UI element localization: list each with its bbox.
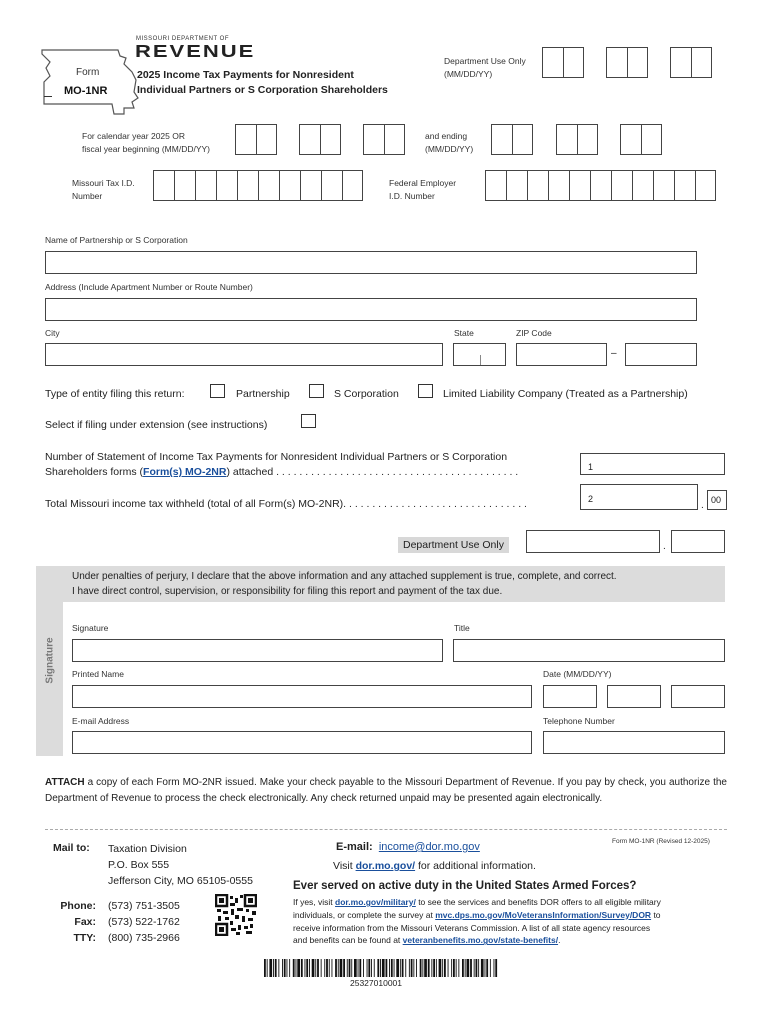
barcode-bar [267, 959, 268, 977]
barcode-bar [405, 959, 406, 977]
barcode-bar [465, 959, 466, 977]
form-title-line2: Individual Partners or S Corporation Shareholders [137, 84, 388, 96]
extension-checkbox[interactable] [301, 414, 316, 428]
email-link[interactable]: income@dor.mo.gov [378, 841, 480, 853]
barcode-bar [354, 959, 357, 977]
barcode-bar [371, 959, 372, 977]
begin-date-mm[interactable] [235, 124, 277, 155]
barcode-bar [474, 959, 475, 977]
barcode-bar [467, 959, 470, 977]
digit-cell[interactable] [491, 124, 512, 155]
barcode-bar [391, 959, 393, 977]
dept-use-only-badge: Department Use Only [398, 537, 509, 553]
digit-cell[interactable] [527, 170, 548, 201]
barcode-bar [293, 959, 295, 977]
barcode-bar [349, 959, 351, 977]
signature-field[interactable] [72, 639, 443, 662]
barcode-number: 25327010001 [350, 978, 403, 988]
scorp-checkbox[interactable] [309, 384, 324, 398]
digit-cell[interactable] [237, 170, 258, 201]
digit-cell [606, 47, 627, 78]
line2-number: 2 [588, 494, 594, 504]
barcode-bar [278, 959, 279, 977]
barcode-bar [275, 959, 277, 977]
printed-name-field[interactable] [72, 685, 532, 708]
veteran-benefits-link[interactable]: veteranbenefits.mo.gov/state-benefits/ [402, 935, 559, 946]
partnership-label: Partnership [236, 388, 290, 400]
address-label: Address (Include Apartment Number or Route Number) [45, 282, 253, 292]
barcode-bar [400, 959, 401, 977]
dept-use-date-boxes [542, 47, 584, 78]
form-number: MO-1NR [64, 85, 108, 97]
digit-cell[interactable] [590, 170, 611, 201]
barcode-bar [486, 959, 488, 977]
digit-cell[interactable] [299, 124, 320, 155]
digit-cell[interactable] [569, 170, 590, 201]
begin-date-dd[interactable] [299, 124, 341, 155]
signature-label: Signature [72, 623, 109, 633]
barcode-bar [485, 959, 486, 977]
mo-tax-id-label: Missouri Tax I.D. Number [72, 178, 135, 201]
barcode-bar [411, 959, 413, 977]
barcode-bar [305, 959, 306, 977]
barcode-bar [368, 959, 370, 977]
digit-cell[interactable] [485, 170, 506, 201]
barcode-bar [282, 959, 283, 977]
barcode-bar [458, 959, 459, 977]
date-dd-field[interactable] [607, 685, 661, 708]
barcode-bar [436, 959, 437, 977]
barcode-bar [413, 959, 414, 977]
digit-cell[interactable] [342, 170, 363, 201]
digit-cell[interactable] [512, 124, 533, 155]
digit-cell[interactable] [556, 124, 577, 155]
barcode-bar [312, 959, 315, 977]
barcode-bar [394, 959, 395, 977]
barcode-bar [433, 959, 435, 977]
digit-cell[interactable] [153, 170, 174, 201]
email-field[interactable] [72, 731, 532, 754]
fein-label: Federal Employer I.D. Number [389, 178, 457, 201]
end-date-yy[interactable] [620, 124, 662, 155]
barcode-bar [315, 959, 316, 977]
barcode-bar [420, 959, 422, 977]
state-divider [480, 355, 481, 365]
phone-label: Telephone Number [543, 716, 615, 726]
barcode-bar [439, 959, 442, 977]
agency-small-text: MISSOURI DEPARTMENT OF [136, 36, 230, 42]
city-label: City [45, 328, 60, 338]
military-paragraph: If yes, visit dor.mo.gov/military/ to see the services and benefits DOR offers to all eligible military individuals, or complete the survey at mvc.dps.mo.gov/MoVeteransInformation/Survey/DOR to receive information from the Missouri Veterans Commission. A list of all state agency resources and benefits can be found at veteranbenefits.mo.gov/state-benefits/. [293, 897, 661, 946]
digit-cell[interactable] [321, 170, 342, 201]
barcode-bar [442, 959, 443, 977]
dept-use-label: Department Use Only (MM/DD/YY) [444, 56, 526, 79]
barcode-bar [424, 959, 427, 977]
barcode-bar [490, 959, 491, 977]
period-begin-label: For calendar year 2025 OR fiscal year beginning (MM/DD/YY) [82, 131, 211, 154]
barcode-bar [324, 959, 325, 977]
visit-line: Visit dor.mo.gov/ for additional information. [333, 860, 536, 872]
line1-text-b: Shareholders forms (Form(s) MO-2NR) attached . . . . . . . . . . . . . . . . . . . . . . . . . . . . . . . . . . . . . . . . . . [45, 466, 519, 478]
barcode-bar [374, 959, 375, 977]
fein-boxes[interactable] [485, 170, 716, 201]
barcode-bar [416, 959, 417, 977]
partnership-checkbox[interactable] [210, 384, 225, 398]
footer-rule [45, 829, 727, 830]
digit-cell[interactable] [611, 170, 632, 201]
barcode-bar [495, 959, 497, 977]
title-label: Title [454, 623, 470, 633]
barcode-bar [309, 959, 310, 977]
digit-cell[interactable] [548, 170, 569, 201]
barcode-bar [448, 959, 449, 977]
line2-field[interactable] [580, 484, 698, 510]
barcode-bar [296, 959, 297, 977]
barcode-bar [273, 959, 274, 977]
email-label: E-mail Address [72, 716, 130, 726]
barcode-bar [476, 959, 478, 977]
zip-label: ZIP Code [516, 328, 552, 338]
scorp-label: S Corporation [334, 388, 399, 400]
barcode-bar [317, 959, 319, 977]
address-field[interactable] [45, 298, 697, 321]
barcode-bar [422, 959, 423, 977]
barcode-bar [382, 959, 385, 977]
barcode-bar [329, 959, 330, 977]
digit-cell[interactable] [506, 170, 527, 201]
barcode-bar [444, 959, 446, 977]
zip-field[interactable] [516, 343, 607, 366]
form-title-line1: 2025 Income Tax Payments for Nonresident [137, 69, 354, 81]
barcode-bar [306, 959, 308, 977]
barcode-bar [453, 959, 455, 977]
llc-checkbox[interactable] [418, 384, 433, 398]
digit-cell[interactable] [674, 170, 695, 201]
date-yy-field[interactable] [671, 685, 725, 708]
line2-cents-dot: . [701, 500, 704, 511]
state-label: State [454, 328, 474, 338]
barcode-bar [359, 959, 361, 977]
barcode-bar [338, 959, 339, 977]
barcode-bar [386, 959, 388, 977]
digit-cell[interactable] [256, 124, 277, 155]
digit-cell[interactable] [216, 170, 237, 201]
begin-date-yy[interactable] [363, 124, 405, 155]
barcode-bar [478, 959, 479, 977]
digit-cell [542, 47, 563, 78]
form-word: Form [76, 67, 100, 78]
qr-code [215, 894, 257, 936]
end-date-dd[interactable] [556, 124, 598, 155]
barcode-bar [428, 959, 430, 977]
digit-cell[interactable] [384, 124, 405, 155]
barcode-bar [351, 959, 352, 977]
mo2nr-link[interactable]: Form(s) MO-2NR [143, 466, 227, 478]
zip-ext-field[interactable] [625, 343, 697, 366]
declaration-line1: Under penalties of perjury, I declare that the above information and any attached supplement is true, complete, and correct. [72, 571, 617, 582]
title-field[interactable] [453, 639, 725, 662]
line1-text-a: Number of Statement of Income Tax Payments for Nonresident Individual Partners or S Corporation [45, 451, 508, 463]
declaration-line2: I have direct control, supervision, or responsibility for filing this report and payment of the tax due. [72, 586, 503, 597]
digit-cell[interactable] [195, 170, 216, 201]
digit-cell[interactable] [632, 170, 653, 201]
barcode-bar [367, 959, 368, 977]
line1-number: 1 [588, 462, 594, 472]
barcode-bar [462, 959, 464, 977]
digit-cell[interactable] [235, 124, 256, 155]
barcode-bar [396, 959, 399, 977]
barcode-bar [289, 959, 290, 977]
barcode-bar [431, 959, 432, 977]
survey-link[interactable]: mvc.dps.mo.gov/MoVeteransInformation/Survey/DOR [435, 909, 652, 920]
barcode-bar [287, 959, 288, 977]
date-mm-field[interactable] [543, 685, 597, 708]
dept-use-date-boxes [670, 47, 712, 78]
digit-cell[interactable] [279, 170, 300, 201]
date-label: Date (MM/DD/YY) [543, 669, 612, 679]
digit-cell[interactable] [258, 170, 279, 201]
contact-numbers: (573) 751-3505 (573) 522-1762 (800) 735-2966 [108, 900, 180, 944]
digit-cell[interactable] [300, 170, 321, 201]
digit-cell[interactable] [320, 124, 341, 155]
end-date-mm[interactable] [491, 124, 533, 155]
barcode-bar [402, 959, 404, 977]
digit-cell [670, 47, 691, 78]
digit-cell[interactable] [653, 170, 674, 201]
printed-name-label: Printed Name [72, 669, 124, 679]
barcode-bar [321, 959, 322, 977]
barcode-bar [358, 959, 359, 977]
digit-cell[interactable] [641, 124, 662, 155]
line1-field[interactable] [580, 453, 725, 475]
barcode-bar [456, 959, 457, 977]
military-heading: Ever served on active duty in the United States Armed Forces? [293, 880, 637, 892]
name-field[interactable] [45, 251, 697, 274]
dept-use-dot: . [663, 541, 666, 552]
city-field[interactable] [45, 343, 443, 366]
revised-note: Form MO-1NR (Revised 12-2025) [612, 838, 710, 845]
state-field[interactable] [453, 343, 506, 366]
dept-use-amount [526, 530, 660, 553]
barcode-bar [335, 959, 337, 977]
line2-text: Total Missouri income tax withheld (total of all Form(s) MO-2NR). . . . . . . . . . . . . . . . . . . . . . . . . . . . . . . . [45, 498, 527, 510]
digit-cell[interactable] [577, 124, 598, 155]
military-link[interactable]: dor.mo.gov/military/ [335, 897, 416, 907]
barcode-bar [347, 959, 348, 977]
extension-label: Select if filing under extension (see instructions) [45, 419, 268, 431]
barcode-bar [409, 959, 410, 977]
barcode-bar [377, 959, 379, 977]
digit-cell [691, 47, 712, 78]
digit-cell[interactable] [363, 124, 384, 155]
entity-prompt: Type of entity filing this return: [45, 388, 185, 400]
barcode [264, 959, 498, 977]
digit-cell[interactable] [620, 124, 641, 155]
header-dash [44, 96, 52, 97]
dept-use-cents [671, 530, 725, 553]
barcode-bar [284, 959, 286, 977]
barcode-bar [340, 959, 343, 977]
contact-labels: Phone: Fax: TTY: [60, 900, 96, 944]
digit-cell [563, 47, 584, 78]
digit-cell [627, 47, 648, 78]
mail-address: Taxation Division P.O. Box 555 Jefferson City, MO 65105-0555 [108, 843, 253, 887]
barcode-bar [269, 959, 272, 977]
zip-dash: – [611, 348, 617, 359]
llc-label: Limited Liability Company (Treated as a Partnership) [443, 388, 688, 400]
period-end-label: and ending (MM/DD/YY) [425, 131, 474, 154]
barcode-bar [264, 959, 266, 977]
barcode-bar [326, 959, 328, 977]
dor-website-link[interactable]: dor.mo.gov/ [355, 860, 416, 872]
barcode-bar [301, 959, 303, 977]
dept-use-date-boxes [606, 47, 648, 78]
barcode-bar [451, 959, 452, 977]
name-label: Name of Partnership or S Corporation [45, 235, 188, 245]
line2-cents[interactable]: 00 [707, 490, 727, 510]
barcode-bar [389, 959, 390, 977]
barcode-bar [297, 959, 300, 977]
agency-logo-revenue: REVENUE [135, 41, 256, 61]
barcode-bar [481, 959, 484, 977]
attach-paragraph: ATTACH a copy of each Form MO-2NR issued. Make your check payable to the Missouri Department of Revenue. If you pay by check, you authorize the Department of Revenue to process the check electronically. Any check returned unpaid may be presented again electronically. [45, 777, 727, 804]
mo-tax-id-boxes[interactable] [153, 170, 363, 201]
barcode-bar [343, 959, 345, 977]
digit-cell[interactable] [174, 170, 195, 201]
barcode-bar [363, 959, 364, 977]
email-line: E-mail: income@dor.mo.gov [336, 841, 480, 853]
mail-to-label: Mail to: [53, 842, 90, 854]
phone-field[interactable] [543, 731, 725, 754]
barcode-bar [332, 959, 333, 977]
barcode-bar [380, 959, 381, 977]
digit-cell[interactable] [695, 170, 716, 201]
signature-side-label: Signature [44, 637, 56, 684]
barcode-bar [494, 959, 495, 977]
missouri-state-outline [40, 42, 140, 120]
barcode-bar [470, 959, 472, 977]
